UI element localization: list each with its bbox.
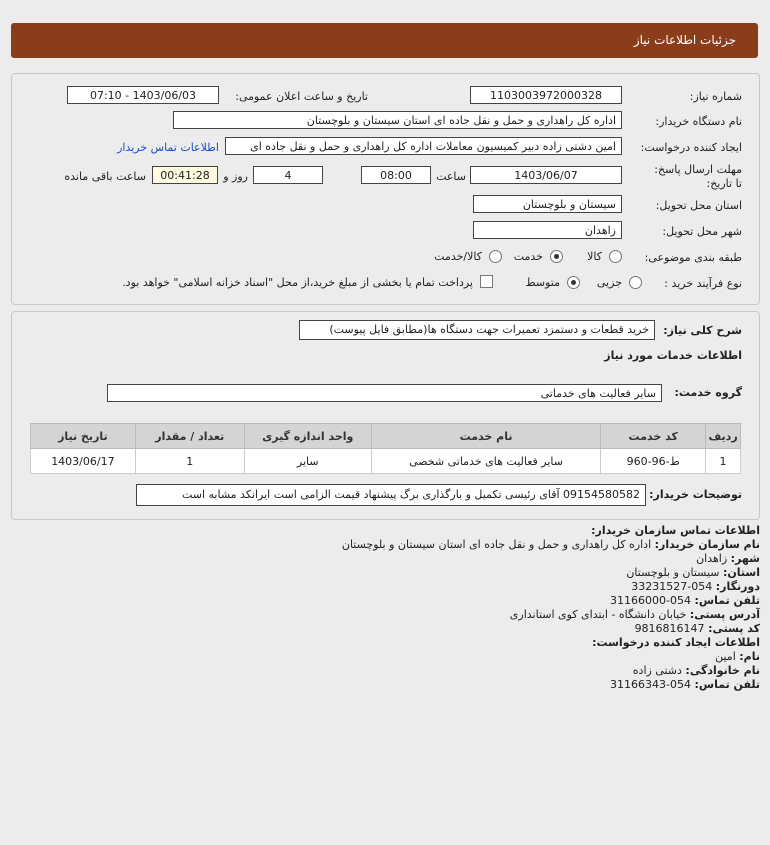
treasury-checkbox[interactable] [480, 275, 493, 288]
treasury-note: پرداخت تمام یا بخشی از مبلغ خرید،از محل "اسناد خزانه اسلامی" خواهد بود. [122, 276, 473, 289]
group-label: گروه خدمت: [674, 386, 742, 399]
city-field: زاهدان [473, 221, 622, 239]
city-label: شهر محل تحویل: [662, 225, 742, 238]
col-header-date: تاریخ نیاز [31, 424, 136, 449]
cell-unit: سایر [244, 449, 371, 474]
process-radio-minor[interactable] [629, 276, 642, 289]
page-header [11, 23, 758, 58]
deadline-label: مهلت ارسال پاسخ: تا تاریخ: [654, 163, 742, 190]
process-option-minor: جزیی [596, 276, 622, 289]
remaining-time-field: 00:41:28 [152, 166, 218, 184]
creator-name-label: نام: [739, 650, 760, 663]
need-number-field: 1103003972000328 [470, 86, 622, 104]
col-header-row-no: ردیف [706, 424, 741, 449]
table-row [31, 449, 741, 474]
category-option-goods: کالا [587, 250, 602, 263]
contact-address-value: خیابان دانشگاه - ابتدای کوی استانداری [509, 608, 687, 621]
cell-name: سایر فعالیت های خدماتی شخصی [371, 449, 601, 474]
contact-city [696, 552, 760, 565]
page-title: جزئیات اطلاعات نیاز [633, 33, 736, 47]
group-field: سایر فعالیت های خدماتی [107, 384, 662, 402]
cell-row-no: 1 [706, 449, 741, 474]
deadline-date-field: 1403/06/07 [470, 166, 622, 184]
summary-label: شرح کلی نیاز: [663, 324, 742, 337]
time-label: ساعت [436, 170, 466, 183]
contact-postal-value: 9816816147 [634, 622, 705, 635]
contact-postal [635, 622, 760, 635]
contact-province-label: استان: [723, 566, 760, 579]
category-radio-service[interactable] [550, 250, 563, 263]
creator-name [715, 650, 760, 663]
announce-label: تاریخ و ساعت اعلان عمومی: [235, 90, 368, 103]
contact-fax-value: 054-33231527 [631, 580, 713, 593]
contact-org-label: نام سازمان خریدار: [654, 538, 760, 551]
cell-qty: 1 [135, 449, 244, 474]
category-radio-goods-service[interactable] [489, 250, 502, 263]
contact-address-label: آدرس پستی: [689, 608, 760, 621]
contact-org-value: اداره کل راهداری و حمل و نقل جاده ای استان سیستان و بلوچستان [341, 538, 652, 551]
contact-fax-label: دورنگار: [715, 580, 760, 593]
need-number-label: شماره نیاز: [689, 90, 742, 103]
creator-title: اطلاعات ایجاد کننده درخواست: [592, 636, 760, 649]
process-label: نوع فرآیند خرید : [664, 277, 742, 290]
process-option-medium: متوسط [525, 276, 560, 289]
category-option-goods-service: کالا/خدمت [434, 250, 482, 263]
category-option-service: خدمت [513, 250, 543, 263]
contact-fax [631, 580, 760, 593]
creator-family-label: نام خانوادگی: [685, 664, 760, 677]
creator-label: ایجاد کننده درخواست: [640, 141, 742, 154]
creator-phone-value: 054-31166343 [610, 678, 692, 691]
creator-family-value: دشتی زاده [632, 664, 682, 677]
process-radio-medium[interactable] [567, 276, 580, 289]
contact-postal-label: کد پستی: [708, 622, 760, 635]
creator-phone [610, 678, 760, 691]
province-field: سیستان و بلوچستان [473, 195, 622, 213]
contact-phone-value: 054-31166000 [610, 594, 692, 607]
buyer-field: اداره کل راهداری و حمل و نقل جاده ای استان سیستان و بلوچستان [173, 111, 622, 129]
contact-org [342, 538, 760, 551]
table-header-row [31, 424, 741, 449]
category-label: طبقه بندی موضوعی: [644, 251, 742, 264]
col-header-qty: تعداد / مقدار [135, 424, 244, 449]
services-table [30, 423, 741, 474]
contact-address [510, 608, 760, 621]
contact-city-value: زاهدان [696, 552, 728, 565]
creator-phone-label: تلفن تماس: [694, 678, 760, 691]
creator-name-value: امین [715, 650, 736, 663]
contact-title: اطلاعات تماس سازمان خریدار: [591, 524, 760, 537]
cell-date: 1403/06/17 [31, 449, 136, 474]
contact-phone [610, 594, 760, 607]
summary-field: خرید قطعات و دستمزد تعمیرات جهت دستگاه ها(مطابق فایل پیوست) [299, 320, 655, 340]
services-title: اطلاعات خدمات مورد نیاز [604, 349, 742, 362]
buyer-contact-link[interactable]: اطلاعات تماس خریدار [117, 141, 219, 154]
remaining-label: ساعت باقی مانده [64, 170, 146, 183]
days-field: 4 [253, 166, 323, 184]
creator-family [633, 664, 760, 677]
cell-code: ط-96-960 [601, 449, 706, 474]
announce-field: 1403/06/03 - 07:10 [67, 86, 219, 104]
contact-phone-label: تلفن تماس: [694, 594, 760, 607]
buyer-label: نام دستگاه خریدار: [655, 115, 742, 128]
col-header-code: کد خدمت [601, 424, 706, 449]
creator-field: امین دشتی زاده دبیر کمیسیون معاملات اداره کل راهداری و حمل و نقل جاده ای [225, 137, 622, 155]
contact-province [626, 566, 760, 579]
category-radio-goods[interactable] [609, 250, 622, 263]
buyer-notes-label: توضیحات خریدار: [649, 488, 742, 501]
days-label: روز و [223, 170, 248, 183]
buyer-notes-field: 09154580582 آقای رئیسی تکمیل و بارگذاری برگ پیشنهاد قیمت الزامی است ایرانکد مشابه است [136, 484, 646, 506]
province-label: استان محل تحویل: [655, 199, 742, 212]
col-header-unit: واحد اندازه گیری [244, 424, 371, 449]
contact-city-label: شهر: [730, 552, 760, 565]
col-header-name: نام خدمت [371, 424, 601, 449]
contact-province-value: سیستان و بلوچستان [626, 566, 720, 579]
deadline-time-field: 08:00 [361, 166, 431, 184]
